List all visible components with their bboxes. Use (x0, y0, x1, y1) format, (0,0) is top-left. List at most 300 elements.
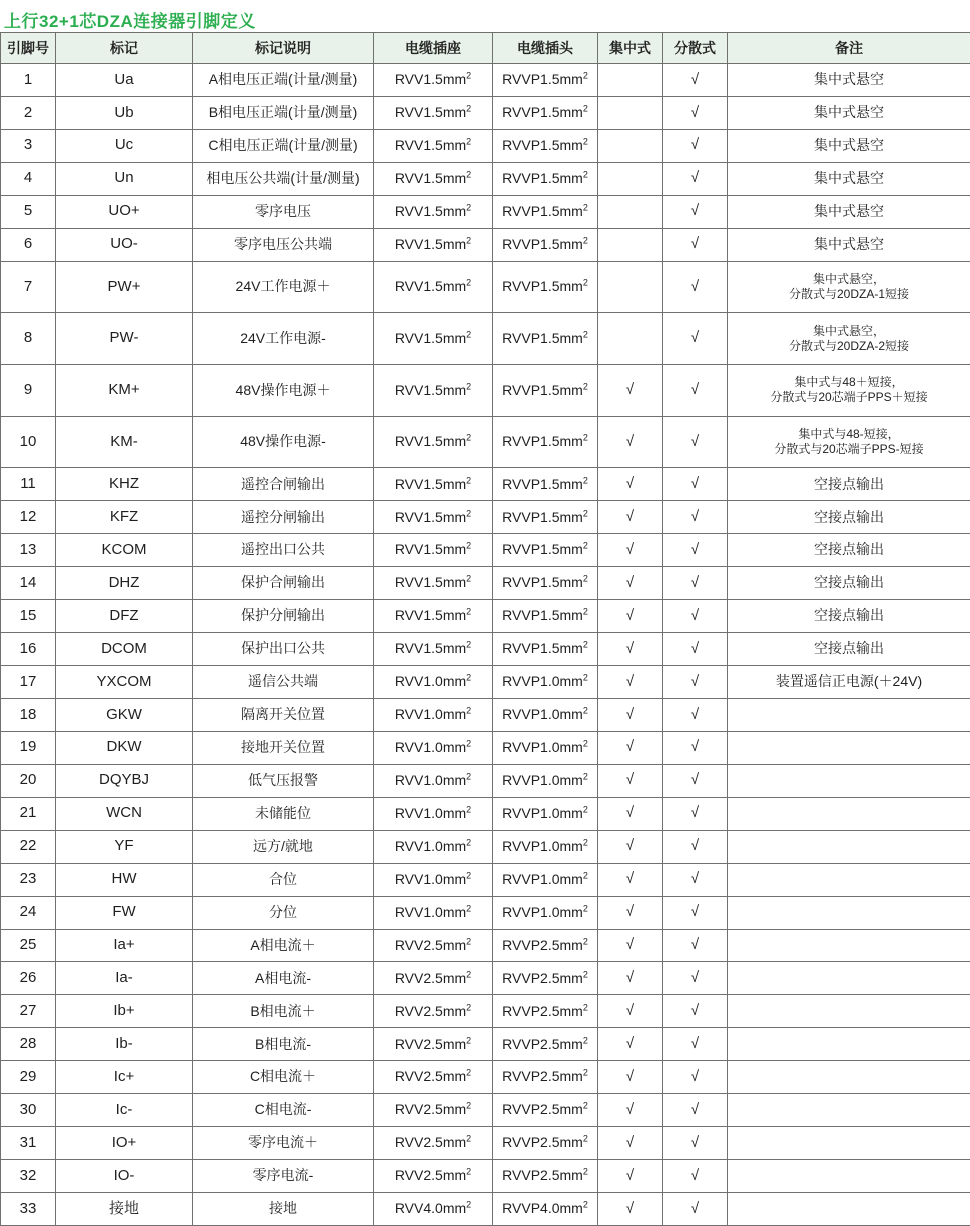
mark-cell: PW+ (56, 261, 193, 313)
centralized-check-cell: √ (598, 896, 663, 929)
mark-description-cell: 零序电流- (193, 1160, 374, 1193)
superscript-2: 2 (466, 235, 472, 246)
superscript-2: 2 (466, 103, 472, 114)
centralized-check-cell: √ (598, 929, 663, 962)
remark-cell: 集中式悬空 (728, 228, 970, 261)
mark-cell: YXCOM (56, 666, 193, 699)
table-row (1, 1028, 970, 1061)
mark-cell: KFZ (56, 501, 193, 534)
table-row (1, 534, 970, 567)
superscript-2: 2 (466, 837, 472, 848)
remark-cell (728, 1094, 970, 1127)
cable-socket-cell: $RVV2.5mm^2$ (374, 1160, 493, 1193)
pin-number-cell: 16 (1, 633, 56, 666)
pin-number-cell: 4 (1, 162, 56, 195)
cable-socket-cell: $RVV2.5mm^2$ (374, 962, 493, 995)
mark-cell: IO- (56, 1160, 193, 1193)
table-row (1, 600, 970, 633)
pin-number-cell: 19 (1, 731, 56, 764)
cable-socket-cell: $RVV1.5mm^2$ (374, 228, 493, 261)
superscript-2: 2 (582, 672, 588, 683)
remark-cell (728, 731, 970, 764)
remark-cell (728, 962, 970, 995)
pin-number-cell: 14 (1, 567, 56, 600)
cable-plug-cell: $RVVP1.0mm^2$ (493, 666, 598, 699)
superscript-2: 2 (582, 1034, 588, 1045)
cable-socket-cell: $RVV1.5mm^2$ (374, 567, 493, 600)
remark-cell: 空接点输出 (728, 534, 970, 567)
mark-cell: DKW (56, 731, 193, 764)
superscript-2: 2 (582, 870, 588, 881)
centralized-check-cell: √ (598, 534, 663, 567)
superscript-2: 2 (582, 705, 588, 716)
cable-plug-cell: $RVVP2.5mm^2$ (493, 995, 598, 1028)
table-row (1, 764, 970, 797)
table-row (1, 1094, 970, 1127)
mark-description-cell: 低气压报警 (193, 764, 374, 797)
remark-cell (728, 698, 970, 731)
table-row (1, 830, 970, 863)
pin-number-cell: 11 (1, 468, 56, 501)
cable-plug-cell: $RVVP1.5mm^2$ (493, 261, 598, 313)
remark-cell (728, 929, 970, 962)
superscript-2: 2 (582, 474, 588, 485)
mark-description-cell: C相电流＋ (193, 1061, 374, 1094)
mark-cell: DFZ (56, 600, 193, 633)
pin-number-cell: 3 (1, 129, 56, 162)
remark-cell: 集中式悬空 (728, 162, 970, 195)
table-row (1, 995, 970, 1028)
table-row (1, 1160, 970, 1193)
pin-number-cell: 32 (1, 1160, 56, 1193)
mark-description-cell: 零序电压 (193, 195, 374, 228)
centralized-check-cell: √ (598, 1028, 663, 1061)
superscript-2: 2 (582, 432, 588, 443)
mark-cell: Ib+ (56, 995, 193, 1028)
remark-cell: 空接点输出 (728, 468, 970, 501)
centralized-check-cell: √ (598, 1094, 663, 1127)
table-row (1, 96, 970, 129)
cable-plug-cell: $RVVP2.5mm^2$ (493, 962, 598, 995)
superscript-2: 2 (582, 70, 588, 81)
distributed-check-cell: √ (663, 666, 728, 699)
remark-cell (728, 797, 970, 830)
cable-socket-cell: $RVV1.5mm^2$ (374, 64, 493, 97)
cable-plug-cell: $RVVP1.0mm^2$ (493, 863, 598, 896)
mark-description-cell: 遥信公共端 (193, 666, 374, 699)
superscript-2: 2 (582, 837, 588, 848)
mark-cell: DCOM (56, 633, 193, 666)
cable-socket-cell: $RVV1.5mm^2$ (374, 600, 493, 633)
mark-cell: KCOM (56, 534, 193, 567)
superscript-2: 2 (582, 936, 588, 947)
pin-number-cell: 2 (1, 96, 56, 129)
pin-number-cell: 5 (1, 195, 56, 228)
centralized-check-cell: √ (598, 830, 663, 863)
mark-description-cell: 相电压公共端(计量/测量) (193, 162, 374, 195)
remark-cell: 空接点输出 (728, 633, 970, 666)
distributed-check-cell: √ (663, 468, 728, 501)
mark-cell: YF (56, 830, 193, 863)
centralized-check-cell: √ (598, 666, 663, 699)
cable-plug-cell: $RVVP1.5mm^2$ (493, 501, 598, 534)
cable-socket-cell: $RVV1.5mm^2$ (374, 501, 493, 534)
remark-cell (728, 764, 970, 797)
mark-description-cell: 保护出口公共 (193, 633, 374, 666)
mark-cell: IO+ (56, 1127, 193, 1160)
remark-cell (728, 863, 970, 896)
superscript-2: 2 (466, 1034, 472, 1045)
page-title: 上行32+1芯DZA连接器引脚定义 (4, 12, 256, 31)
table-row (1, 228, 970, 261)
centralized-check-cell: √ (598, 633, 663, 666)
centralized-check-cell: √ (598, 995, 663, 1028)
centralized-check-cell (598, 228, 663, 261)
superscript-2: 2 (582, 540, 588, 551)
remark-cell: 集中式悬空 (728, 195, 970, 228)
col-header-pin-number: 引脚号 (1, 33, 56, 64)
cable-socket-cell: $RVV2.5mm^2$ (374, 1127, 493, 1160)
cable-plug-cell: $RVVP2.5mm^2$ (493, 1160, 598, 1193)
distributed-check-cell: √ (663, 896, 728, 929)
cable-plug-cell: $RVVP1.5mm^2$ (493, 228, 598, 261)
cable-socket-cell: $RVV1.5mm^2$ (374, 633, 493, 666)
remark-cell: 集中式悬空， 分散式与20DZA-1短接 (728, 261, 970, 313)
mark-description-cell: 合位 (193, 863, 374, 896)
cable-plug-cell: $RVVP1.0mm^2$ (493, 698, 598, 731)
table-header-row (1, 33, 970, 64)
cable-socket-cell: $RVV2.5mm^2$ (374, 929, 493, 962)
pin-number-cell: 26 (1, 962, 56, 995)
superscript-2: 2 (466, 870, 472, 881)
superscript-2: 2 (466, 329, 472, 340)
pin-number-cell: 1 (1, 64, 56, 97)
mark-cell: GKW (56, 698, 193, 731)
table-row (1, 567, 970, 600)
cable-plug-cell: $RVVP1.0mm^2$ (493, 731, 598, 764)
superscript-2: 2 (466, 573, 472, 584)
centralized-check-cell: √ (598, 468, 663, 501)
centralized-check-cell: √ (598, 501, 663, 534)
cable-socket-cell: $RVV2.5mm^2$ (374, 1028, 493, 1061)
superscript-2: 2 (466, 70, 472, 81)
mark-cell: KM- (56, 416, 193, 468)
mark-description-cell: A相电压正端(计量/测量) (193, 64, 374, 97)
table-row (1, 64, 970, 97)
pin-number-cell: 31 (1, 1127, 56, 1160)
cable-socket-cell: $RVV1.5mm^2$ (374, 261, 493, 313)
table-row (1, 1061, 970, 1094)
cable-socket-cell: $RVV2.5mm^2$ (374, 995, 493, 1028)
mark-cell: FW (56, 896, 193, 929)
cable-socket-cell: $RVV2.5mm^2$ (374, 1061, 493, 1094)
cable-socket-cell: $RVV1.0mm^2$ (374, 698, 493, 731)
pin-number-cell: 25 (1, 929, 56, 962)
centralized-check-cell: √ (598, 962, 663, 995)
mark-description-cell: 保护合闸输出 (193, 567, 374, 600)
cable-socket-cell: $RVV1.5mm^2$ (374, 162, 493, 195)
cable-socket-cell: $RVV1.5mm^2$ (374, 195, 493, 228)
cable-plug-cell: $RVVP1.0mm^2$ (493, 896, 598, 929)
mark-description-cell: 遥控合闸输出 (193, 468, 374, 501)
table-row (1, 416, 970, 468)
table-row (1, 468, 970, 501)
centralized-check-cell (598, 313, 663, 365)
pin-number-cell: 27 (1, 995, 56, 1028)
cable-plug-cell: $RVVP1.5mm^2$ (493, 129, 598, 162)
remark-cell (728, 1028, 970, 1061)
centralized-check-cell: √ (598, 731, 663, 764)
remark-cell: 集中式悬空 (728, 64, 970, 97)
mark-description-cell: 远方/就地 (193, 830, 374, 863)
superscript-2: 2 (466, 1199, 472, 1210)
distributed-check-cell: √ (663, 995, 728, 1028)
cable-socket-cell: $RVV1.5mm^2$ (374, 365, 493, 417)
mark-description-cell: 48V操作电源＋ (193, 365, 374, 417)
pin-number-cell: 10 (1, 416, 56, 468)
pin-number-cell: 20 (1, 764, 56, 797)
cable-plug-cell: $RVVP1.0mm^2$ (493, 764, 598, 797)
mark-description-cell: A相电流＋ (193, 929, 374, 962)
table-row (1, 313, 970, 365)
superscript-2: 2 (466, 1133, 472, 1144)
cable-socket-cell: $RVV4.0mm^2$ (374, 1193, 493, 1226)
centralized-check-cell: √ (598, 764, 663, 797)
superscript-2: 2 (466, 903, 472, 914)
pin-number-cell: 18 (1, 698, 56, 731)
mark-cell: Un (56, 162, 193, 195)
mark-cell: Ub (56, 96, 193, 129)
mark-description-cell: 接地 (193, 1193, 374, 1226)
cable-plug-cell: $RVVP1.0mm^2$ (493, 797, 598, 830)
mark-cell: WCN (56, 797, 193, 830)
superscript-2: 2 (582, 235, 588, 246)
centralized-check-cell: √ (598, 600, 663, 633)
superscript-2: 2 (582, 136, 588, 147)
distributed-check-cell: √ (663, 863, 728, 896)
distributed-check-cell: √ (663, 313, 728, 365)
superscript-2: 2 (582, 1067, 588, 1078)
superscript-2: 2 (582, 507, 588, 518)
pin-number-cell: 22 (1, 830, 56, 863)
cable-plug-cell: $RVVP1.5mm^2$ (493, 195, 598, 228)
superscript-2: 2 (466, 705, 472, 716)
superscript-2: 2 (466, 1067, 472, 1078)
superscript-2: 2 (582, 969, 588, 979)
mark-cell: Ia+ (56, 929, 193, 962)
superscript-2: 2 (582, 804, 588, 815)
table-row (1, 261, 970, 313)
cable-plug-cell: $RVVP1.5mm^2$ (493, 365, 598, 417)
pin-number-cell: 21 (1, 797, 56, 830)
table-row (1, 365, 970, 417)
mark-cell: Ua (56, 64, 193, 97)
mark-cell: 接地 (56, 1193, 193, 1226)
remark-cell: 空接点输出 (728, 600, 970, 633)
superscript-2: 2 (582, 903, 588, 914)
distributed-check-cell: √ (663, 929, 728, 962)
superscript-2: 2 (582, 1133, 588, 1144)
cable-plug-cell: $RVVP1.5mm^2$ (493, 313, 598, 365)
distributed-check-cell: √ (663, 633, 728, 666)
mark-cell: Ib- (56, 1028, 193, 1061)
superscript-2: 2 (466, 1001, 472, 1012)
cable-socket-cell: $RVV1.5mm^2$ (374, 96, 493, 129)
centralized-check-cell: √ (598, 567, 663, 600)
cable-socket-cell: $RVV1.0mm^2$ (374, 863, 493, 896)
distributed-check-cell: √ (663, 1061, 728, 1094)
cable-socket-cell: $RVV1.0mm^2$ (374, 797, 493, 830)
mark-cell: KM+ (56, 365, 193, 417)
distributed-check-cell: √ (663, 129, 728, 162)
cable-socket-cell: $RVV1.5mm^2$ (374, 534, 493, 567)
mark-description-cell: B相电流＋ (193, 995, 374, 1028)
superscript-2: 2 (466, 1166, 472, 1177)
cable-plug-cell: $RVVP1.5mm^2$ (493, 534, 598, 567)
pin-number-cell: 12 (1, 501, 56, 534)
distributed-check-cell: √ (663, 1193, 728, 1226)
mark-description-cell: 隔离开关位置 (193, 698, 374, 731)
superscript-2: 2 (582, 1001, 588, 1012)
table-row (1, 633, 970, 666)
superscript-2: 2 (582, 738, 588, 749)
table-row (1, 195, 970, 228)
pin-definition-table (0, 32, 970, 1226)
mark-description-cell: B相电压正端(计量/测量) (193, 96, 374, 129)
remark-cell (728, 995, 970, 1028)
pin-number-cell: 24 (1, 896, 56, 929)
col-header-remark: 备注 (728, 33, 970, 64)
col-header-centralized: 集中式 (598, 33, 663, 64)
col-header-distributed: 分散式 (663, 33, 728, 64)
col-header-cable-socket: 电缆插座 (374, 33, 493, 64)
mark-description-cell: 接地开关位置 (193, 731, 374, 764)
table-row (1, 162, 970, 195)
distributed-check-cell: √ (663, 365, 728, 417)
superscript-2: 2 (466, 738, 472, 749)
distributed-check-cell: √ (663, 96, 728, 129)
centralized-check-cell: √ (598, 1193, 663, 1226)
distributed-check-cell: √ (663, 1160, 728, 1193)
superscript-2: 2 (466, 432, 472, 443)
superscript-2: 2 (466, 969, 472, 979)
superscript-2: 2 (466, 474, 472, 485)
remark-cell: 集中式悬空 (728, 129, 970, 162)
mark-cell: PW- (56, 313, 193, 365)
distributed-check-cell: √ (663, 731, 728, 764)
pin-number-cell: 13 (1, 534, 56, 567)
mark-description-cell: C相电压正端(计量/测量) (193, 129, 374, 162)
remark-cell: 集中式悬空 (728, 96, 970, 129)
table-row (1, 1127, 970, 1160)
distributed-check-cell: √ (663, 534, 728, 567)
cable-socket-cell: $RVV1.5mm^2$ (374, 129, 493, 162)
remark-cell: 集中式与48＋短接， 分散式与20芯端子PPS＋短接 (728, 365, 970, 417)
superscript-2: 2 (466, 169, 472, 180)
distributed-check-cell: √ (663, 416, 728, 468)
cable-socket-cell: $RVV1.5mm^2$ (374, 313, 493, 365)
mark-description-cell: 分位 (193, 896, 374, 929)
pin-number-cell: 9 (1, 365, 56, 417)
table-row (1, 797, 970, 830)
superscript-2: 2 (582, 169, 588, 180)
mark-cell: DHZ (56, 567, 193, 600)
centralized-check-cell: √ (598, 365, 663, 417)
cable-plug-cell: $RVVP2.5mm^2$ (493, 1127, 598, 1160)
pin-number-cell: 8 (1, 313, 56, 365)
cable-socket-cell: $RVV1.0mm^2$ (374, 764, 493, 797)
superscript-2: 2 (466, 380, 472, 391)
superscript-2: 2 (582, 639, 588, 650)
cable-plug-cell: $RVVP1.5mm^2$ (493, 96, 598, 129)
superscript-2: 2 (582, 103, 588, 114)
distributed-check-cell: √ (663, 195, 728, 228)
distributed-check-cell: √ (663, 764, 728, 797)
mark-cell: Ic- (56, 1094, 193, 1127)
distributed-check-cell: √ (663, 1028, 728, 1061)
remark-cell: 集中式与48-短接， 分散式与20芯端子PPS-短接 (728, 416, 970, 468)
pin-table-body (1, 64, 970, 1226)
mark-description-cell: 遥控出口公共 (193, 534, 374, 567)
superscript-2: 2 (582, 380, 588, 391)
col-header-mark-desc: 标记说明 (193, 33, 374, 64)
remark-cell (728, 1127, 970, 1160)
mark-description-cell: 未储能位 (193, 797, 374, 830)
superscript-2: 2 (582, 573, 588, 584)
distributed-check-cell: √ (663, 64, 728, 97)
cable-socket-cell: $RVV1.0mm^2$ (374, 731, 493, 764)
mark-description-cell: A相电流- (193, 962, 374, 995)
superscript-2: 2 (466, 1100, 472, 1111)
mark-cell: Ia- (56, 962, 193, 995)
pin-number-cell: 30 (1, 1094, 56, 1127)
centralized-check-cell (598, 64, 663, 97)
distributed-check-cell: √ (663, 600, 728, 633)
superscript-2: 2 (582, 1199, 588, 1210)
centralized-check-cell: √ (598, 863, 663, 896)
table-row (1, 666, 970, 699)
col-header-cable-plug: 电缆插头 (493, 33, 598, 64)
cable-plug-cell: $RVVP1.5mm^2$ (493, 468, 598, 501)
pin-number-cell: 33 (1, 1193, 56, 1226)
pin-number-cell: 15 (1, 600, 56, 633)
superscript-2: 2 (582, 1166, 588, 1177)
superscript-2: 2 (466, 672, 472, 683)
centralized-check-cell: √ (598, 1160, 663, 1193)
distributed-check-cell: √ (663, 698, 728, 731)
superscript-2: 2 (582, 329, 588, 340)
cable-socket-cell: $RVV1.5mm^2$ (374, 468, 493, 501)
remark-cell (728, 1193, 970, 1226)
mark-cell: UO- (56, 228, 193, 261)
cable-plug-cell: $RVVP2.5mm^2$ (493, 1028, 598, 1061)
superscript-2: 2 (466, 277, 472, 288)
table-row (1, 1193, 970, 1226)
pin-number-cell: 7 (1, 261, 56, 313)
superscript-2: 2 (466, 606, 472, 617)
superscript-2: 2 (466, 936, 472, 947)
superscript-2: 2 (582, 1100, 588, 1111)
remark-cell (728, 896, 970, 929)
cable-socket-cell: $RVV1.5mm^2$ (374, 416, 493, 468)
centralized-check-cell (598, 129, 663, 162)
centralized-check-cell (598, 261, 663, 313)
mark-description-cell: C相电流- (193, 1094, 374, 1127)
distributed-check-cell: √ (663, 162, 728, 195)
centralized-check-cell: √ (598, 416, 663, 468)
cable-plug-cell: $RVVP4.0mm^2$ (493, 1193, 598, 1226)
superscript-2: 2 (582, 202, 588, 213)
